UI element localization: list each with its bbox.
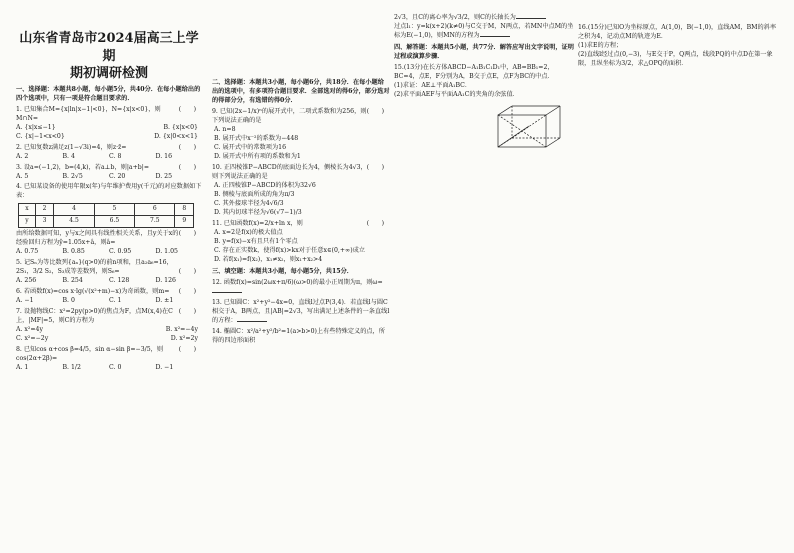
question-6: ( ) 6. 若函数f(x)=cos x·lg(√(x²+m)−x)为奇函数，则m= [16,287,196,295]
q15-part-1: (1)求证：AE⊥平面A₁BC． [394,81,472,89]
column-2 [212,76,390,346]
q16-part-1: (1)求E的方程； [578,41,623,49]
question-14: 14. 椭圆C：x²/a²+y²/b²=1(a>b>0)上有些特殊定义的点，所得的四边形面积 [212,327,385,344]
question-8: ( ) 8. 已知cos α+cos β=4/5，sin α−sin β=−3/5，则cos(2α+2β)= [16,345,196,362]
q11-option-b: B. y=f(x)−x有且只有1个零点 [214,237,298,245]
title-line-1: 山东省青岛市2024届高三上学期 [19,31,199,64]
exam-title [16,30,202,83]
question-5: 5. 记Sₙ为等比数列{aₙ}(q>0)的前n项和，且a₂a₆=16， [16,258,173,266]
cuboid-figure [494,103,574,155]
q6-options: A. −1 B. 0 C. 1 D. ±1 [16,296,174,304]
column-4 [578,22,782,69]
q10-option-a: A. 正四棱锥P−ABCD的体积为32√6 [214,181,316,189]
q4-options: A. 0.75 B. 0.85 C. 0.95 D. 1.05 [16,247,178,255]
question-7: ( ) 7. 设抛物线C：x²=2py(p>0)的焦点为F，点M(x,4)在C上，|MF|=5，则C的方程为 [16,307,196,324]
section-4-heading: 四、解答题：本题共5小题，共77分．解答应写出文字说明，证明过程或演算步骤． [394,43,574,60]
q11-option-d: D. 若f(x₁)=f(x₂)，x₁≠x₂，则x₁+x₂>4 [214,255,323,263]
q5-text-b: ( ) 2S₁，3/2 S₂，S₃成等差数列，则S₆= [16,267,196,275]
answer-blank[interactable] [516,18,546,19]
question-13: 13. 已知圆C：x²+y²−4x=0，直线l过点P(3,4)．若直线l与圆C相交于A，B两点，且|AB|=2√3，写出满足上述条件的一条直线l的方程： [212,298,390,324]
question-9: ( ) 9. 已知(2x−1/x)ⁿ的展开式中，二项式系数和为256，则下列说法正确的是 [212,107,384,124]
question-10: ( ) 10. 正四棱锥P−ABCD的底面边长为4，侧棱长为4√3，则下列说法正确的是 [212,163,384,180]
column-1 [16,0,202,373]
section-2-heading: 二、选择题：本题共3小题，每小题6分，共18分．在每小题给出的选项中，有多项符合题目要求．全部选对的得6分，部分选对的得部分分，有选错的得0分． [212,79,390,104]
question-4: 4. 已知某设备的使用年限x(年)与年维护费用y(千元)的对应数据如下表： [16,183,202,200]
answer-blank[interactable] [237,321,267,322]
question-11: ( ) 11. 已知函数f(x)=2/x+ln x，则 [212,219,384,227]
section-3-heading: 三、填空题：本题共3小题，每小题5分，共15分． [212,267,353,275]
table-row: y 3 4.5 6.5 7.5 9 [19,216,194,228]
q11-option-c: C. 存在正实数k，使得f(x)>kx对于任意x∈(0,+∞)成立 [214,246,365,254]
q7-options-2: C. x²=−2y D. x²=2y [16,334,198,342]
section-1-heading: 一、选择题：本题共8小题，每小题5分，共40分．在每小题给出的四个选项中，只有一项是符合题目要求的． [16,85,201,102]
q4-data-table [18,203,194,227]
question-15: 15.(13分)在长方体ABCD−A₁B₁C₁D₁中，AB=BB₁=2，BC=4，点E，F分别为A，B交于点E，点F为BC的中点． [394,63,554,80]
q11-option-a: A. x=2是f(x)的极大值点 [214,228,283,236]
q5-options: A. 256 B. 254 C. 128 D. 126 [16,276,176,284]
question-1: ( ) 1. 已知集合M={x|ln|x−1|<0}，N={x|x<0}，则M∩N= [16,105,196,122]
q4-text-b: ( ) 由所给数据可知，y与x之间具有线性相关关系，且y关于x的经验回归方程为ŷ=1.05x+â，则â= [16,229,196,246]
answer-blank[interactable] [480,36,510,37]
q14-continued: 2√3，且C的离心率为√3/2，则C的长轴长为 [394,14,574,23]
q14-part-c: 过点l₁：y=k(x+2)(k≠0)与C交于M，N两点，若MN中点M的坐标为E(−1,0)，则MN的方程为 [394,22,574,39]
column-3 [394,14,574,155]
q3-options: A. 5 B. 2√5 C. 20 D. 25 [16,172,173,180]
q1-options: A. {x|x≤−1} B. {x|x<0} [16,123,198,131]
q10-option-d: D. 其内切球半径为√6(√7−1)/3 [214,208,302,216]
q8-options: A. 1 B. 1/2 C. 0 D. −1 [16,363,174,371]
title-line-2: 期初调研检测 [69,66,148,82]
question-3: ( ) 3. 设a=(−1,2)，b=(4,k)，若a⊥b，则|a+b|= [16,163,196,171]
question-2: ( ) 2. 已知复数z满足z(1−√3i)=4，则z·z̄= [16,143,196,151]
q9-option-a: A. n=8 [214,125,236,133]
q7-options: A. x²=4y B. x²=−4y [16,325,198,333]
q2-options: A. 2 B. 4 C. 8 D. 16 [16,152,173,160]
q9-option-b: B. 展开式中x⁻²的系数为−448 [214,134,299,142]
q10-option-c: C. 其外接球半径为4√6/3 [214,199,284,207]
cuboid-diagram [494,103,564,151]
q15-part-2: (2)求平面AEF与平面AA₁C的夹角的余弦值． [394,90,519,98]
q16-part-2: (2)直线l经过点(0,−3)，与E交于P，Q两点，线段PQ的中点D在第一象限，且纵坐标为3/2，求△OPQ的面积． [578,50,773,67]
question-16: 16.(15分)已知O为坐标原点，A(1,0)，B(−1,0)，直线AM，BM的斜率之积为4，记动点M的轨迹为E． [578,24,777,40]
q9-option-d: D. 展开式中所有项的系数和为1 [214,152,301,160]
answer-blank[interactable] [212,292,242,293]
question-12: 12. 函数f(x)=sin(2ωx+π/6)(ω>0)的最小正周期为π，则ω= [212,279,390,297]
q9-option-c: C. 展开式中的常数项为16 [214,143,287,151]
q1-options-2: C. {x|−1<x<0} D. {x|0<x<1} [16,132,198,140]
q10-option-b: B. 侧棱与底面所成的角为π/3 [214,190,295,198]
table-row: x 2 4 5 6 8 [19,204,194,216]
